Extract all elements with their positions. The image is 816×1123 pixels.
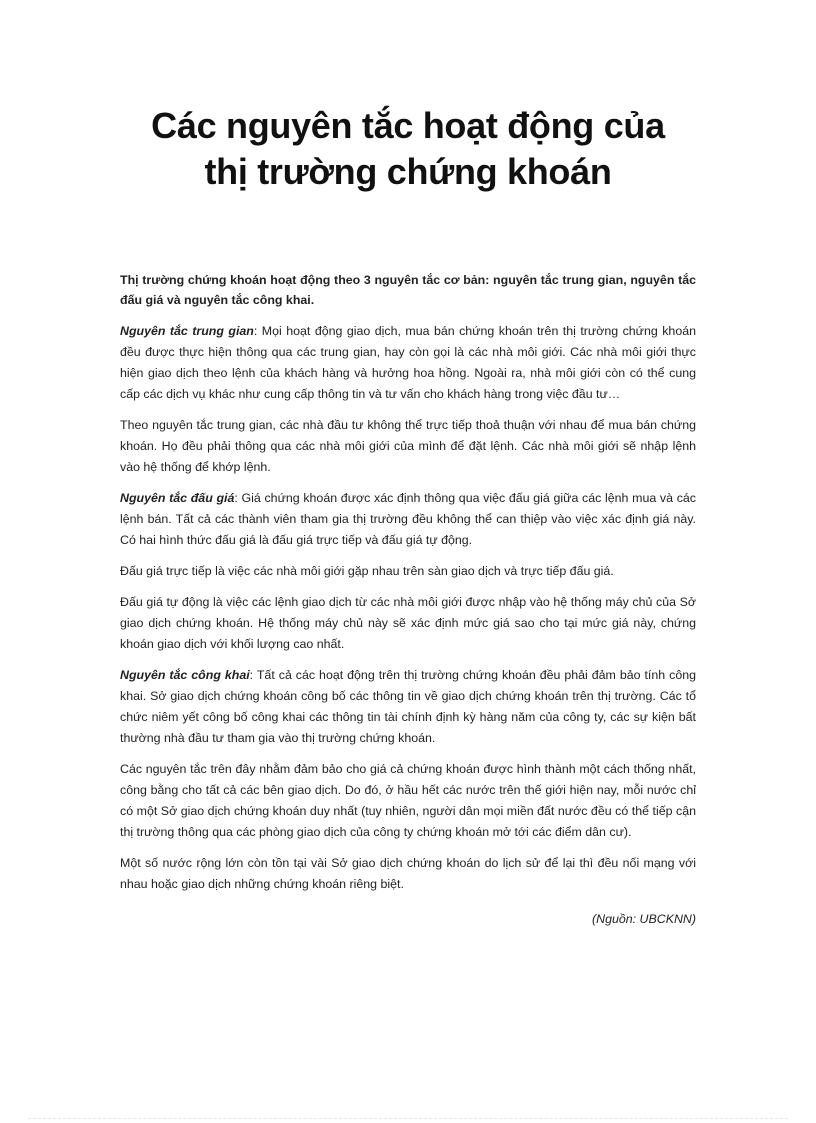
article-body	[120, 270, 696, 940]
closing-paragraph: Một số nước rộng lớn còn tồn tại vài Sở giao dịch chứng khoán do lịch sử để lại thì đều nối mạng với nhau hoặc giao dịch những chứng khoán riêng biệt.	[120, 856, 696, 891]
automatic-auction-paragraph: Đấu giá tự động là việc các lệnh giao dịch từ các nhà môi giới được nhập vào hệ thống máy chủ của Sở giao dịch chứng khoán. Hệ thống máy chủ này sẽ xác định mức giá sao cho tại mức giá này, chứng khoán giao dịch với khối lượng cao nhất.	[120, 595, 696, 651]
direct-auction-paragraph: Đấu giá trực tiếp là việc các nhà môi giới gặp nhau trên sàn giao dịch và trực tiếp đấu giá.	[120, 564, 614, 578]
principle-disclosure-term: Nguyên tắc công khai	[120, 668, 250, 682]
page-title	[100, 103, 716, 195]
intermediary-detail-paragraph: Theo nguyên tắc trung gian, các nhà đầu tư không thể trực tiếp thoả thuận với nhau để mua bán chứng khoán. Họ đều phải thông qua các nhà môi giới của mình để đặt lệnh. Các nhà môi giới sẽ nhập lệnh vào hệ thống để khớp lệnh.	[120, 418, 696, 474]
principle-intermediary-term: Nguyên tắc trung gian	[120, 324, 254, 338]
title-line-2: thị trường chứng khoán	[204, 151, 612, 192]
principle-intermediary-text: : Mọi hoạt động giao dịch, mua bán chứng khoán trên thị trường chứng khoán đều được thực hiện thông qua các trung gian, hay còn gọi là các nhà môi giới. Các nhà môi giới thực hiện giao dịch theo lệnh của khách hàng và hưởng hoa hồng. Ngoài ra, nhà môi giới còn có thể cung cấp các dịch vụ khác như cung cấp thông tin và tư vấn cho khách hàng trong việc đầu tư…	[120, 324, 696, 401]
summary-paragraph: Các nguyên tắc trên đây nhằm đảm bảo cho giá cả chứng khoán được hình thành một cách thống nhất, công bằng cho tất cả các bên giao dịch. Do đó, ở hầu hết các nước trên thế giới hiện nay, mỗi nước chỉ có một Sở giao dịch chứng khoán duy nhất (tuy nhiên, người dân mọi miền đất nước đều có thể tiếp cận thị trường thông qua các phòng giao dịch của công ty chứng khoán mở tới các điểm dân cư).	[120, 762, 696, 839]
intro-paragraph: Thị trường chứng khoán hoạt động theo 3 nguyên tắc cơ bản: nguyên tắc trung gian, nguyên tắc đấu giá và nguyên tắc công khai.	[120, 273, 696, 307]
principle-disclosure-text: : Tất cả các hoạt động trên thị trường chứng khoán đều phải đảm bảo tính công khai. Sở giao dịch chứng khoán công bố các thông tin về giao dịch chứng khoán trên thị trường. Các tổ chức niêm yết công bố công khai các thông tin tài chính định kỳ hàng năm của công ty, các sự kiện bất thường nhà đầu tư tham gia vào thị trường chứng khoán.	[120, 668, 696, 745]
principle-auction-term: Nguyên tắc đấu giá	[120, 491, 235, 505]
title-line-1: Các nguyên tắc hoạt động của	[151, 105, 665, 146]
principle-auction-paragraph	[120, 488, 696, 551]
principle-auction-text: : Giá chứng khoán được xác định thông qua việc đấu giá giữa các lệnh mua và các lệnh bán. Tất cả các thành viên tham gia thị trường đều không thể can thiệp vào việc xác định giá này. Có hai hình thức đấu giá là đấu giá trực tiếp và đấu giá tự động.	[120, 491, 696, 547]
principle-disclosure-paragraph	[120, 665, 696, 749]
page-bottom-divider	[28, 1118, 788, 1119]
principle-intermediary-paragraph	[120, 321, 696, 405]
source-citation: (Nguồn: UBCKNN)	[592, 912, 696, 926]
